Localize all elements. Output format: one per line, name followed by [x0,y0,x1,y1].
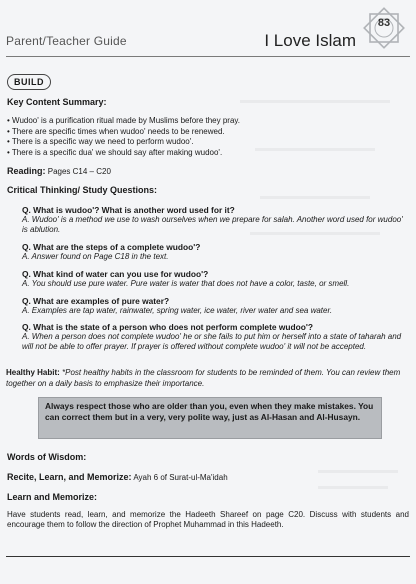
reading-line [7,166,111,177]
answer-text: A. Wudoo' is a method we use to wash ourselves when we prepare for salah. Another word used for wudoo' is ablution. [22,215,403,234]
book-title: I Love Islam [264,31,356,50]
question-item [22,296,407,316]
question-item [22,322,407,352]
question-item [22,205,407,235]
answer-text: A. Answer found on Page C18 in the text. [22,252,169,261]
list-item: • Wudoo' is a purification ritual made by Muslims before they pray. [7,116,240,127]
bleed-through [240,100,390,103]
habit-callout-box: Always respect those who are older than you, even when they make mistakes. You can correct them but in a very, very polite way, just as Al-Hasan and Al-Husayn. [38,397,382,439]
critical-heading: Critical Thinking/ Study Questions: [7,185,158,195]
question-text: Q. What kind of water can you use for wudoo'? [22,269,209,279]
bleed-through [260,196,370,199]
question-text: Q. What is wudoo'? What is another word used for it? [22,205,235,215]
bleed-through [318,470,398,473]
question-text: Q. What are the steps of a complete wudoo'? [22,242,201,252]
reading-label: Reading: [7,166,46,176]
question-item [22,269,407,289]
wisdom-heading: Words of Wisdom: [7,452,87,462]
bleed-through [255,148,375,151]
learn-heading: Learn and Memorize: [7,492,98,502]
question-text: Q. What are examples of pure water? [22,296,170,306]
answer-text: A. Examples are tap water, rainwater, spring water, ice water, river water and sea water. [22,306,333,315]
question-text: Q. What is the state of a person who does not perform complete wudoo'? [22,322,313,332]
habit-label: Healthy Habit: [6,368,60,377]
guide-title: Parent/Teacher Guide [6,34,127,48]
header-divider [6,56,410,57]
page-number: 83 [377,17,391,29]
summary-list [7,116,240,158]
list-item: • There is a specific dua' we should say after making wudoo'. [7,148,240,159]
healthy-habit [6,368,406,389]
recite-text: Ayah 6 of Surat-ul-Ma'idah [133,473,228,482]
answer-text: A. You should use pure water. Pure water is water that does not have a color, taste, or smell. [22,279,350,288]
habit-text: *Post healthy habits in the classroom for students to be reminded of them. You can review them together on a daily basis to emphasize their importance. [6,368,401,388]
bleed-through [318,486,388,489]
page-header [6,30,416,54]
reading-pages: Pages C14 – C20 [47,167,111,176]
build-badge: BUILD [7,74,51,90]
answer-text: A. When a person does not complete wudoo' he or she fails to put him or herself into a state of taharah and will not be able to offer prayer. If prayer is offered without complete wudoo' it will not be accepted. [22,332,402,351]
list-item: • There are specific times when wudoo' needs to be renewed. [7,127,240,138]
summary-heading: Key Content Summary: [7,97,107,107]
question-item [22,242,407,262]
recite-line [7,472,228,483]
footer-divider [6,556,410,557]
learn-text: Have students read, learn, and memorize the Hadeeth Shareef on page C20. Discuss with students and encourage them to follow the direction of Prophet Muhammad in this Hadeeth. [7,510,409,529]
list-item: • There is a specific way we need to perform wudoo'. [7,137,240,148]
recite-label: Recite, Learn, and Memorize: [7,472,132,482]
